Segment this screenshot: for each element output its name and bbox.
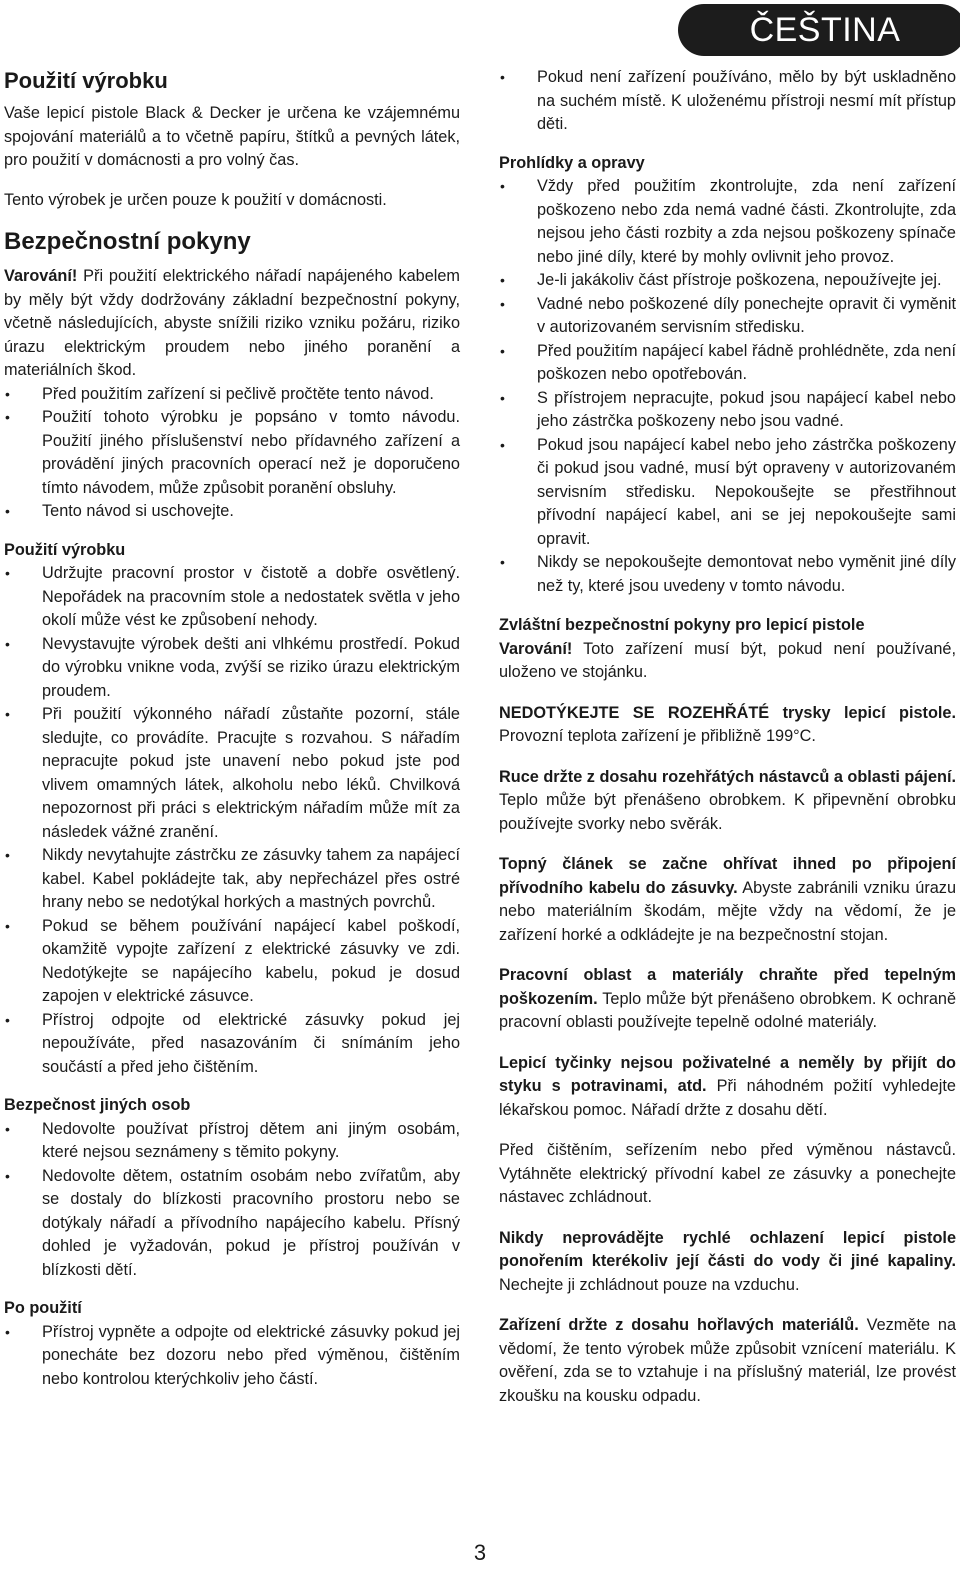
list-item: • Nevystavujte výrobek dešti ani vlhkému prostředí. Pokud do výrobku vnikne voda, zvýší se riziko úrazu elektrickým proudem. <box>4 633 460 704</box>
list-item: • Udržujte pracovní prostor v čistotě a dobře osvětlený. Nepořádek na pracovním stole a nedostatek světla v jeho okolí může vést ke způsobení nehody. <box>4 562 460 633</box>
list-item: • Tento návod si uschovejte. <box>4 500 460 524</box>
heating-paragraph <box>499 853 956 947</box>
home-use-note: Tento výrobek je určen pouze k použití v domácnosti. <box>4 190 387 209</box>
list-item: • Přístroj odpojte od elektrické zásuvky pokud jej nepoužíváte, před nasazováním či snímáním jeho součástí a před jeho čištěním. <box>4 1009 460 1080</box>
cleaning-paragraph: Před čištěním, seřízením nebo před výměnou nástavců. Vytáhněte elektrický přívodní kabel ze zásuvky a ponechejte nástavec zchládnout. <box>499 1141 956 1206</box>
list-item: • S přístrojem nepracujte, pokud jsou napájecí kabel nebo jeho zástrčka poškozeny nebo jsou vadné. <box>499 387 956 434</box>
flammable-bold: Zařízení držte z dosahu hořlavých materiálů. <box>499 1316 859 1334</box>
list-item: • Použití tohoto výrobku je popsáno v tomto návodu. Použití jiného příslušenství nebo přídavného zařízení a provádění jiných pracovních operací než je doporučeno tímto návodem, může způsobit poranění obsluhy. <box>4 406 460 500</box>
workarea-bold: Pracovní oblast a materiály chraňte před tepelným poškozením. <box>499 966 956 1008</box>
nozzle-text: Provozní teplota zařízení je přibližně 199°C. <box>499 727 816 745</box>
nozzle-paragraph <box>499 702 956 749</box>
nozzle-bold: NEDOTÝKEJTE SE ROZEHŘÁTÉ trysky lepicí pistole. <box>499 703 956 722</box>
heating-text: Abyste zabránili vzniku úrazu nebo materiálním škodám, mějte vždy na vědomí, že je zařízení horké a odkládejte je na bezpečnostní stojan. <box>499 878 957 944</box>
others-safety-list <box>4 1118 460 1283</box>
list-item: • Nikdy nevytahujte zástrčku ze zásuvky tahem za napájecí kabel. Kabel pokládejte tak, aby nepřecházel přes ostré hrany nebo se nedotýkal horkých a mastných povrchů. <box>4 844 460 915</box>
heating-bold: Topný článek se začne ohřívat ihned po připojení přívodního kabelu do zásuvky. <box>499 855 956 897</box>
sticks-bold: Lepicí tyčinky nejsou poživatelné a neměly by přijít do styku s potravinami, atd. <box>499 1053 956 1095</box>
cooling-text: Nechejte ji zchládnout pouze na vzduchu. <box>499 1275 800 1294</box>
special-warning-paragraph <box>499 638 956 685</box>
sticks-paragraph <box>499 1052 956 1123</box>
others-safety-heading: Bezpečnost jiných osob <box>4 1096 191 1114</box>
safety-list <box>4 383 460 524</box>
inspection-list <box>499 175 956 598</box>
safety-heading: Bezpečnostní pokyny <box>4 228 251 255</box>
list-item: • Před použitím napájecí kabel řádně prohlédněte, zda není poškozen nebo opotřebován. <box>499 340 956 387</box>
product-use-heading: Použití výrobku <box>4 540 126 559</box>
special-safety-heading: Zvláštní bezpečnostní pokyny pro lepicí pistole <box>499 616 865 634</box>
hands-bold: Ruce držte z dosahu rozehřátých nástavců a oblasti pájení. <box>499 767 956 786</box>
product-use-list <box>4 562 460 1079</box>
workarea-paragraph <box>499 964 956 1035</box>
after-use-list <box>4 1321 460 1392</box>
list-item: • Nedovolte používat přístroj dětem ani jiným osobám, které nejsou seznámeny s těmito pokyny. <box>4 1118 460 1165</box>
page-number: 3 <box>473 1540 487 1565</box>
usage-intro: Vaše lepicí pistole Black & Decker je určena ke vzájemnému spojování materiálů a to včetně papíru, štítků a pevných látek, pro použití v domácnosti a pro volný čas. <box>4 104 460 169</box>
special-warning-label: Varování! <box>499 639 573 658</box>
list-item: • Nedovolte dětem, ostatním osobám nebo zvířatům, aby se dostaly do blízkosti pracovního prostoru nebo se dotýkaly nářadí a přívodního napájecího kabelu. Přísný dohled je vyžadován, pokud je přístroj používán v blízkosti dětí. <box>4 1165 460 1283</box>
special-warning-text: Toto zařízení musí být, pokud není používané, uloženo ve stojánku. <box>499 639 956 681</box>
list-item: • Při použití výkonného nářadí zůstaňte pozorní, stále sledujte, co provádíte. Pracujte s rozvahou. S nářadím nepracujte pokud jste unavení nebo pokud jste pod vlivem omamných látek, alkoholu nebo léků. Chvilková nepozornost při práci s elektrickým nářadím může mít za následek vážné zranění. <box>4 703 460 844</box>
list-item: • Vadné nebo poškozené díly ponechejte opravit či vyměnit v autorizovaném servisním středisku. <box>499 293 956 340</box>
list-item: • Přístroj vypněte a odpojte od elektrické zásuvky pokud jej ponecháte bez dozoru nebo před výměnou, čištěním nebo kontrolou kterýchkoliv jeho částí. <box>4 1321 460 1392</box>
hands-text: Teplo může být přenášeno obrobkem. K připevnění obrobku používejte svorky nebo svěrák. <box>499 791 956 833</box>
after-use-heading: Po použití <box>4 1299 82 1317</box>
workarea-text: Teplo může být přenášeno obrobkem. K ochraně pracovní oblasti používejte tepelně odolné materiály. <box>499 989 956 1031</box>
list-item: • Je-li jakákoliv část přístroje poškozena, nepoužívejte jej. <box>499 269 956 293</box>
flammable-text: Vezměte na vědomí, že tento výrobek může způsobit vznícení materiálu. K ověření, zda se to vztahuje i na příslušný materiál, lze provést zkoušku na kousku odpadu. <box>499 1316 956 1405</box>
list-item: • Pokud se během používání napájecí kabel poškodí, okamžitě vypojte zařízení z elektrické zásuvky ve zdi. Nedotýkejte se napájecího kabelu, pokud je dosud zapojen v elektrické zásuvce. <box>4 915 460 1009</box>
list-item: • Vždy před použitím zkontrolujte, zda není zařízení poškozeno nebo zda nemá vadné části. Zkontrolujte, zda nejsou jeho části rozbity a zda nejsou poškozeny spínače nebo jiné díly, které by mohly ovlivnit jeho provoz. <box>499 175 956 269</box>
right-column <box>499 66 956 1425</box>
storage-list <box>499 66 956 137</box>
hands-paragraph <box>499 766 956 837</box>
list-item: • Pokud není zařízení používáno, mělo by být uskladněno na suchém místě. K uloženému přístroji nesmí mít přístup děti. <box>499 66 956 137</box>
language-tab: ČEŠTINA <box>678 4 960 56</box>
list-item: • Před použitím zařízení si pečlivě pročtěte tento návod. <box>4 383 460 407</box>
left-column <box>4 66 460 1391</box>
sticks-text: Při náhodném požití vyhledejte lékařskou pomoc. Nářadí držte z dosahu dětí. <box>499 1077 956 1119</box>
cooling-bold: Nikdy neprovádějte rychlé ochlazení lepicí pistole ponořením kterékoliv její části do vody či jiné kapaliny. <box>499 1228 956 1270</box>
warning-label: Varování! <box>4 267 78 285</box>
usage-heading: Použití výrobku <box>4 68 168 93</box>
cooling-paragraph <box>499 1227 956 1298</box>
flammable-paragraph <box>499 1314 956 1408</box>
warning-text: Při použití elektrického nářadí napájeného kabelem by měly být vždy dodržovány základní bezpečnostní pokyny, včetně následujících, abyste snížili riziko vzniku požáru, riziko úrazu elektrickým proudem nebo jiného poranění a materiálních škod. <box>4 267 460 379</box>
warning-paragraph <box>4 265 460 383</box>
list-item: • Nikdy se nepokoušejte demontovat nebo vyměnit jiné díly než ty, které jsou uvedeny v tomto návodu. <box>499 551 956 598</box>
list-item: • Pokud jsou napájecí kabel nebo jeho zástrčka poškozeny či pokud jsou vadné, musí být opraveny v autorizovaném servisním středisku. Nepokoušejte se přestřihnout přívodní napájecí kabel, ani se jej nepokoušejte sami opravit. <box>499 434 956 552</box>
inspection-heading: Prohlídky a opravy <box>499 153 645 172</box>
